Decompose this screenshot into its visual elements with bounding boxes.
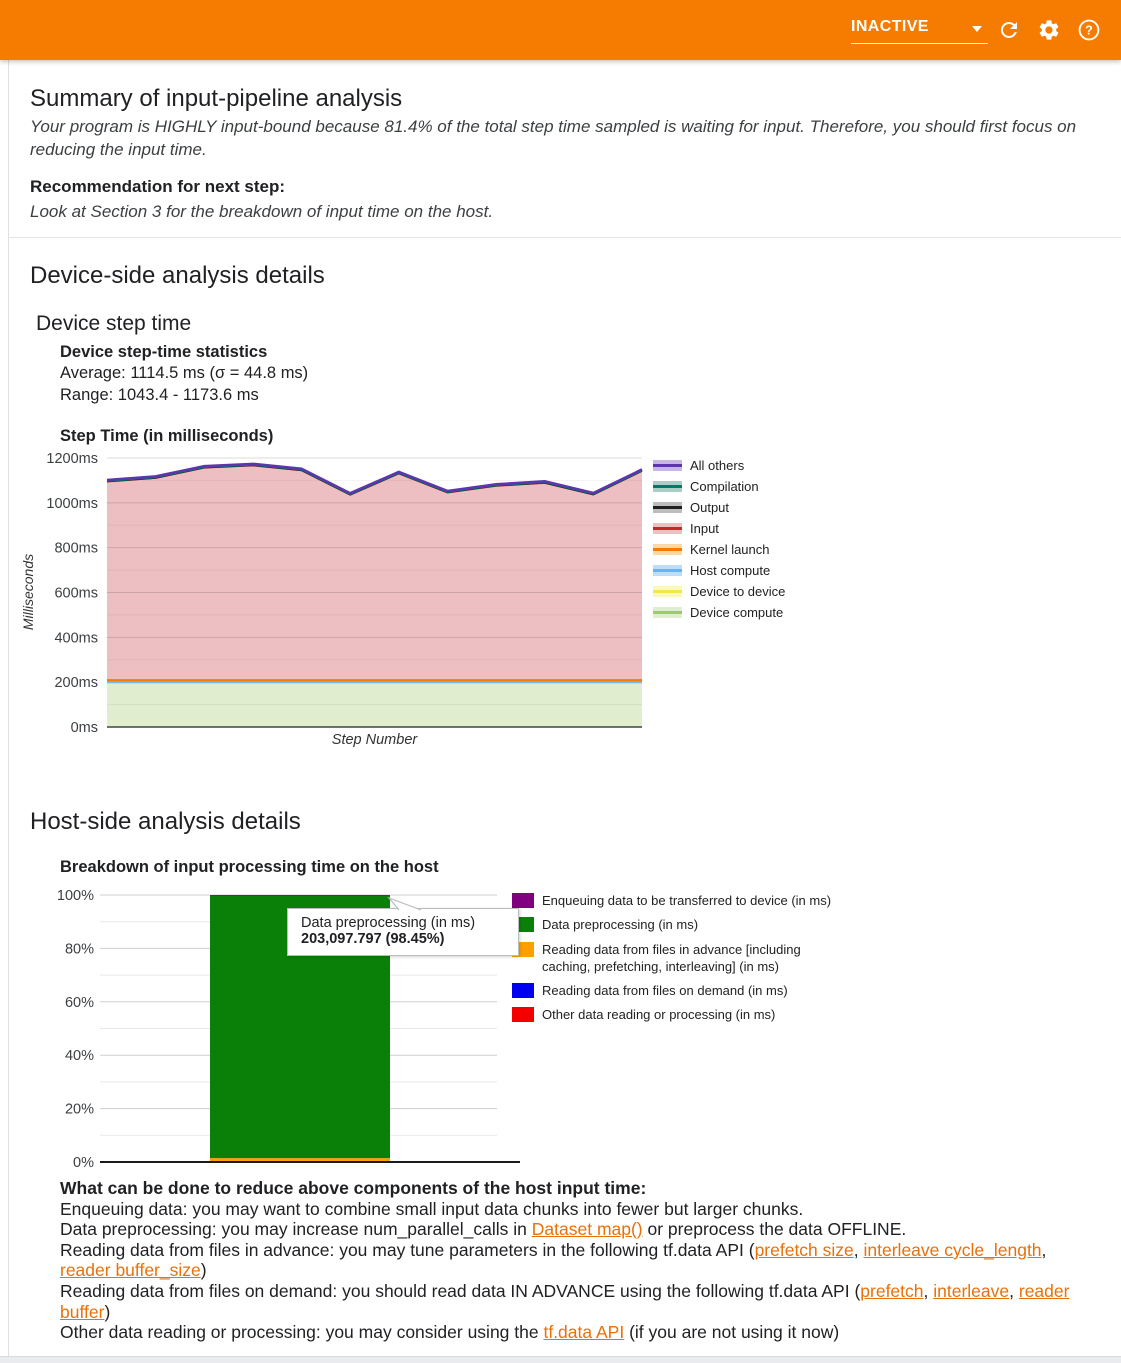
legend-label: Output [690, 500, 730, 515]
legend-swatch [653, 481, 682, 492]
svg-text:1200ms: 1200ms [46, 451, 98, 467]
svg-text:0ms: 0ms [70, 720, 98, 736]
device-chart-legend [653, 455, 785, 623]
advice-title: What can be done to reduce above components of the host input time: [60, 1178, 647, 1198]
advice-line: Enqueuing data: you may want to combine small input data chunks into fewer but larger chunks. [60, 1198, 804, 1219]
legend-item-device-compute [653, 602, 785, 623]
legend-swatch [653, 544, 682, 555]
legend-swatch [653, 460, 682, 471]
svg-text:0%: 0% [73, 1155, 94, 1171]
device-chart-plot[interactable] [20, 448, 652, 753]
device-chart-y-axis-title: Milliseconds [20, 553, 36, 631]
link-interleave-cycle-length[interactable]: interleave cycle_length [863, 1239, 1042, 1260]
advice-line: Data preprocessing: you may increase num_parallel_calls in Dataset map() or preprocess the data OFFLINE. [60, 1219, 907, 1240]
legend-swatch [653, 523, 682, 534]
svg-text:40%: 40% [64, 1048, 94, 1065]
recommendation-label: Recommendation for next step: [30, 177, 286, 196]
app-header [0, 0, 1121, 60]
gear-icon[interactable] [1037, 18, 1061, 42]
link-reader-buffer[interactable]: reader buffer [60, 1280, 1070, 1322]
recommendation-body: Look at Section 3 for the breakdown of input time on the host. [30, 202, 494, 221]
bottom-strip [0, 1356, 1121, 1363]
legend-item-all-others [653, 455, 785, 476]
device-step-time-title: Device step time [36, 312, 192, 335]
legend-label: Kernel launch [690, 542, 770, 557]
legend-label: All others [690, 458, 745, 473]
run-status-select[interactable] [851, 14, 988, 44]
summary-body: Your program is HIGHLY input-bound because 81.4% of the total step time sampled is waiting for input. Therefore, you should first focus on reducing the input time. [30, 117, 1077, 159]
device-chart-title: Step Time (in milliseconds) [60, 427, 274, 445]
svg-text:20%: 20% [64, 1101, 94, 1118]
host-section-title: Host-side analysis details [30, 808, 301, 835]
host-advice-block [60, 1178, 1076, 1343]
tooltip-value: 203,097.797 (98.45%) [301, 931, 445, 947]
legend-label: Reading data from files in advance [including caching, prefetching, interleaving] (in ms) [542, 941, 801, 974]
svg-text:400ms: 400ms [54, 630, 98, 647]
summary-title: Summary of input-pipeline analysis [30, 85, 403, 112]
bar-segment-enqueuing-data[interactable] [210, 895, 390, 896]
legend-label: Data preprocessing (in ms) [542, 917, 699, 933]
link-reader-buffer-size[interactable]: reader buffer_size [60, 1260, 201, 1281]
legend-label: Reading data from files on demand (in ms) [542, 983, 788, 999]
legend-label: Enqueuing data to be transferred to device (in ms) [542, 893, 832, 908]
host-chart-title: Breakdown of input processing time on the host [60, 858, 439, 876]
legend-swatch [512, 893, 534, 908]
tooltip-callout [378, 897, 434, 911]
legend-label: Host compute [690, 563, 771, 578]
legend-label: Input [690, 521, 719, 536]
legend-swatch [512, 983, 534, 998]
run-status-value: INACTIVE [851, 18, 929, 35]
svg-text:60%: 60% [64, 994, 94, 1011]
svg-text:200ms: 200ms [54, 675, 98, 692]
legend-item-other-data [512, 1006, 844, 1023]
legend-item-reading-data [512, 982, 844, 999]
host-breakdown-chart[interactable] [0, 885, 1121, 1177]
chevron-down-icon [972, 26, 982, 32]
svg-text:100%: 100% [56, 888, 94, 904]
advice-line: Reading data from files on demand: you should read data IN ADVANCE using the following tf.data API (prefetch, interleave, reader buffer) [60, 1280, 1070, 1322]
legend-item-input [653, 518, 785, 539]
legend-item-device-to-device [653, 581, 785, 602]
series-area-input[interactable] [107, 466, 642, 681]
link-tf-data-api[interactable]: tf.data API [543, 1322, 625, 1343]
link-dataset-map[interactable]: Dataset map() [531, 1219, 643, 1240]
advice-line: Reading data from files in advance: you may tune parameters in the following tf.data API (prefetch size, interleave cycle_length, reader buffer_size) [60, 1239, 1047, 1281]
svg-text:?: ? [1085, 23, 1093, 38]
device-step-time-chart[interactable] [0, 448, 1121, 758]
legend-item-kernel-launch [653, 539, 785, 560]
legend-swatch [653, 502, 682, 513]
advice-line: Other data reading or processing: you may consider using the tf.data API (if you are not using it now) [60, 1322, 840, 1343]
legend-item-output [653, 497, 785, 518]
device-section-title: Device-side analysis details [30, 262, 325, 289]
svg-text:1000ms: 1000ms [46, 495, 98, 512]
device-stats-range: Range: 1043.4 - 1173.6 ms [60, 386, 259, 404]
legend-label: Device to device [690, 584, 786, 599]
svg-text:800ms: 800ms [54, 540, 98, 557]
svg-text:Step Number: Step Number [331, 732, 418, 748]
device-stats-average: Average: 1114.5 ms (σ = 44.8 ms) [60, 364, 309, 382]
legend-item-data-preprocessing [512, 916, 844, 933]
legend-swatch [512, 1007, 534, 1022]
section-divider [9, 237, 1121, 238]
host-chart-legend [512, 892, 844, 1031]
legend-label: Other data reading or processing (in ms) [542, 1007, 776, 1023]
legend-item-reading-data [512, 941, 844, 976]
legend-item-compilation [653, 476, 785, 497]
link-interleave[interactable]: interleave [933, 1280, 1010, 1301]
legend-item-host-compute [653, 560, 785, 581]
series-area-device-compute[interactable] [107, 683, 642, 727]
legend-label: Device compute [690, 605, 784, 620]
svg-text:600ms: 600ms [54, 585, 98, 602]
link-prefetch-size[interactable]: prefetch size [754, 1239, 854, 1260]
svg-text:80%: 80% [64, 941, 94, 958]
legend-item-enqueuing-data [512, 892, 844, 909]
device-stats-title: Device step-time statistics [60, 343, 268, 361]
refresh-icon[interactable] [997, 18, 1021, 42]
tooltip-label: Data preprocessing (in ms) [301, 915, 476, 931]
legend-swatch [653, 565, 682, 576]
legend-swatch [653, 607, 682, 618]
host-chart-tooltip [287, 908, 519, 956]
legend-label: Compilation [690, 479, 759, 494]
link-prefetch[interactable]: prefetch [860, 1280, 924, 1301]
legend-swatch [653, 586, 682, 597]
help-icon[interactable] [1077, 18, 1101, 42]
